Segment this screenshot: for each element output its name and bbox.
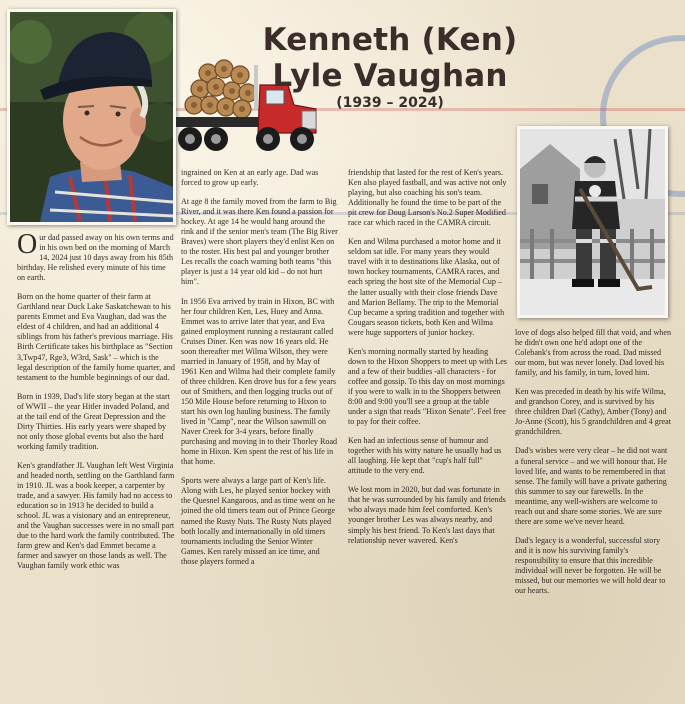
text-column-1: [17, 229, 175, 580]
paragraph: love of dogs also helped fill that void, and when he didn't own one he'd adopt one of the Colebank's from across the road. Dad missed our mom, but was never lonely. Dad loved his family, and his family, in turn, loved him.: [515, 328, 671, 378]
paragraph: Ken had an infectious sense of humour and together with his witty nature he usually had us all laughing. He kept that "cup's half full" attitude to the very end.: [348, 436, 502, 476]
portrait-illustration: [10, 12, 173, 222]
paragraph: Ken's morning normally started by heading down to the Hixon Shoppers to meet up with Les and a few of their buddies -all characters - for coffee and gossip. To this day on most mornings if you were to walk in to the Shoppers between 8:00 and 9:00 you'll see a group at the table under a sign that reads "Hixon Senate". Feel free to pay for their coffee.: [348, 346, 507, 427]
paragraph: Dad's wishes were very clear – he did not want a funeral service – and we will honour that. He loved life, and wants to be remembered in that sense. The family will have a private gathering this summer to say our farewells. In the meantime, any well-wishers are welcome to reach out and share some stories. We are sure there are some we've never heard.: [515, 446, 668, 526]
deceased-name: Kenneth (Ken) Lyle Vaughan: [262, 22, 518, 94]
life-dates: (1939 – 2024): [336, 95, 444, 111]
text-column-3: [348, 168, 507, 555]
paragraph: At age 8 the family moved from the farm to Big River, and it was there Ken found a passion for hockey. At age 14 he would hang around the rink and if the senior men's team (The Big River Braves) were short players they'd enlist Ken on to the roster. His best pal and younger brother Les recalls the coach warning both teams "this player is just a 14 year old kid – do not hurt him".: [181, 197, 338, 287]
paragraph: ingrained on Ken at an early age. Dad was forced to grow up early.: [181, 168, 319, 188]
paragraph: Dad's legacy is a wonderful, successful story and it is now his surviving family's responsibility to ensure that this incredible individual will never be forgotten. He will be missed, but our memories we will hold dear to our hearts.: [515, 535, 666, 596]
paragraph: In 1956 Eva arrived by train in Hixon, BC with her four children Ken, Les, Huey and Anna. Emmet was to arrive later that year, and Eva gained employment running a restaurant called Cruises Diner. Ken was now 16 years old. He soon thereafter met Wilma Wilson, they were married in January of 1958, and by May of 1961 Ken and Wilma had their complete family of three children. Ken drove bus for a few years out of Smithers, and then logging trucks out of 150 Mile House before returning to Hixon to start his own log hauling business. The family lived in "Camp", near the Wilson sawmill on Naver Creek for 3-4 years, before finally purchasing and moving in to their Thorley Road home in Hixon. Ken spent the rest of his life in that home.: [181, 296, 338, 467]
paragraph: Ken's grandfather JL Vaughan left West Virginia and headed north, settling on the Garthland farm in 1910. JL was a book keeper, a carpenter by trade, and a sawyer. His family had no access to education so in 1913 he decided to build a school. JL was a visionary and an entrepreneur, and the Vaughan successes were in no small part due to the hard work the family contributed. The farm grew and Ken's dad Emmet became a farmer and sawyer on those lands as well. The Vaughan family work ethic was: [17, 460, 175, 571]
obituary-header: [240, 22, 540, 111]
drop-cap: O: [17, 229, 38, 260]
paragraph: Ken and Wilma purchased a motor home and it seldom sat idle. For many years they would travel with it to destinations like Alaska, out of town hockey tournaments, CAMRA races, and each spring the host site of the Memorial Cup – the latter usually with their close friends Dave and Marion Bellamy. The trip to the Memorial Cup became a spring tradition and together with Cougars season tickets, both Ken and Wilma were huge supporters of junior hockey.: [348, 237, 505, 337]
portrait-photo: [7, 9, 176, 225]
paragraph-text: ur dad passed away on his own terms and in his own bed on the morning of March 14, 2024 just 10 days away from his 85th birthday. He relished every minute of his time on earth.: [17, 233, 174, 283]
paragraph: Sports were always a large part of Ken's life. Along with Les, he played senior hockey with the Quesnel Kangaroos, and as time went on he joined the old timers team out of Prince George named the Rusty Nuts. The Rusty Nuts played both locally and internationally in old timers tournaments including the Senior Winter Games. Ken rarely missed an ice time, and those players formed a: [181, 476, 336, 566]
paragraph: Born on the home quarter of their farm at Garthland near Duck Lake Saskatchewan to his parents Emmet and Eva Vaughan, dad was the eldest of 4 children, and had an additional 4 siblings from his father's previous marriage. His Birth Certificate takes his birthplace as "Section 3,Twp47, Rge3, W3rd, Sask" – which is the legal description of the family home quarter, and testament to the humble beginnings of our dad.: [17, 292, 175, 382]
paragraph: [17, 229, 175, 283]
childhood-hockey-illustration: [520, 129, 665, 315]
paragraph: friendship that lasted for the rest of Ken's years. Ken also played fastball, and was active not only playing, but also coaching his son's team. Additionally he found the time to be part of the pit crew for Doug Larson's No.2 Super Modified race car which raced in the CAMRA circuit.: [348, 168, 507, 228]
paragraph: Born in 1939, Dad's life story began at the start of WWII – the year Hitler invaded Poland, and at the tail end of the Great Depression and the Dirty Thirties. His early years were shaped by not only those global events but also the hard working family tradition.: [17, 391, 170, 451]
text-column-2: [181, 168, 338, 576]
paragraph: We lost mom in 2020, but dad was fortunate in that he was surrounded by his family and friends who always made him feel comforted. Ken's younger brother Les was always nearby, and simply his best friend. To Ken's last days that relationship never wavered. Ken's: [348, 485, 506, 545]
childhood-hockey-photo: [517, 126, 668, 318]
paragraph: Ken was preceded in death by his wife Wilma, and grandson Corey, and is survived by his three children Darl (Cathy), Amber (Tony) and Jo-Anne (Scott), his 5 grandchildren and 4 great grandchildren.: [515, 387, 671, 437]
text-column-4: [515, 328, 672, 605]
